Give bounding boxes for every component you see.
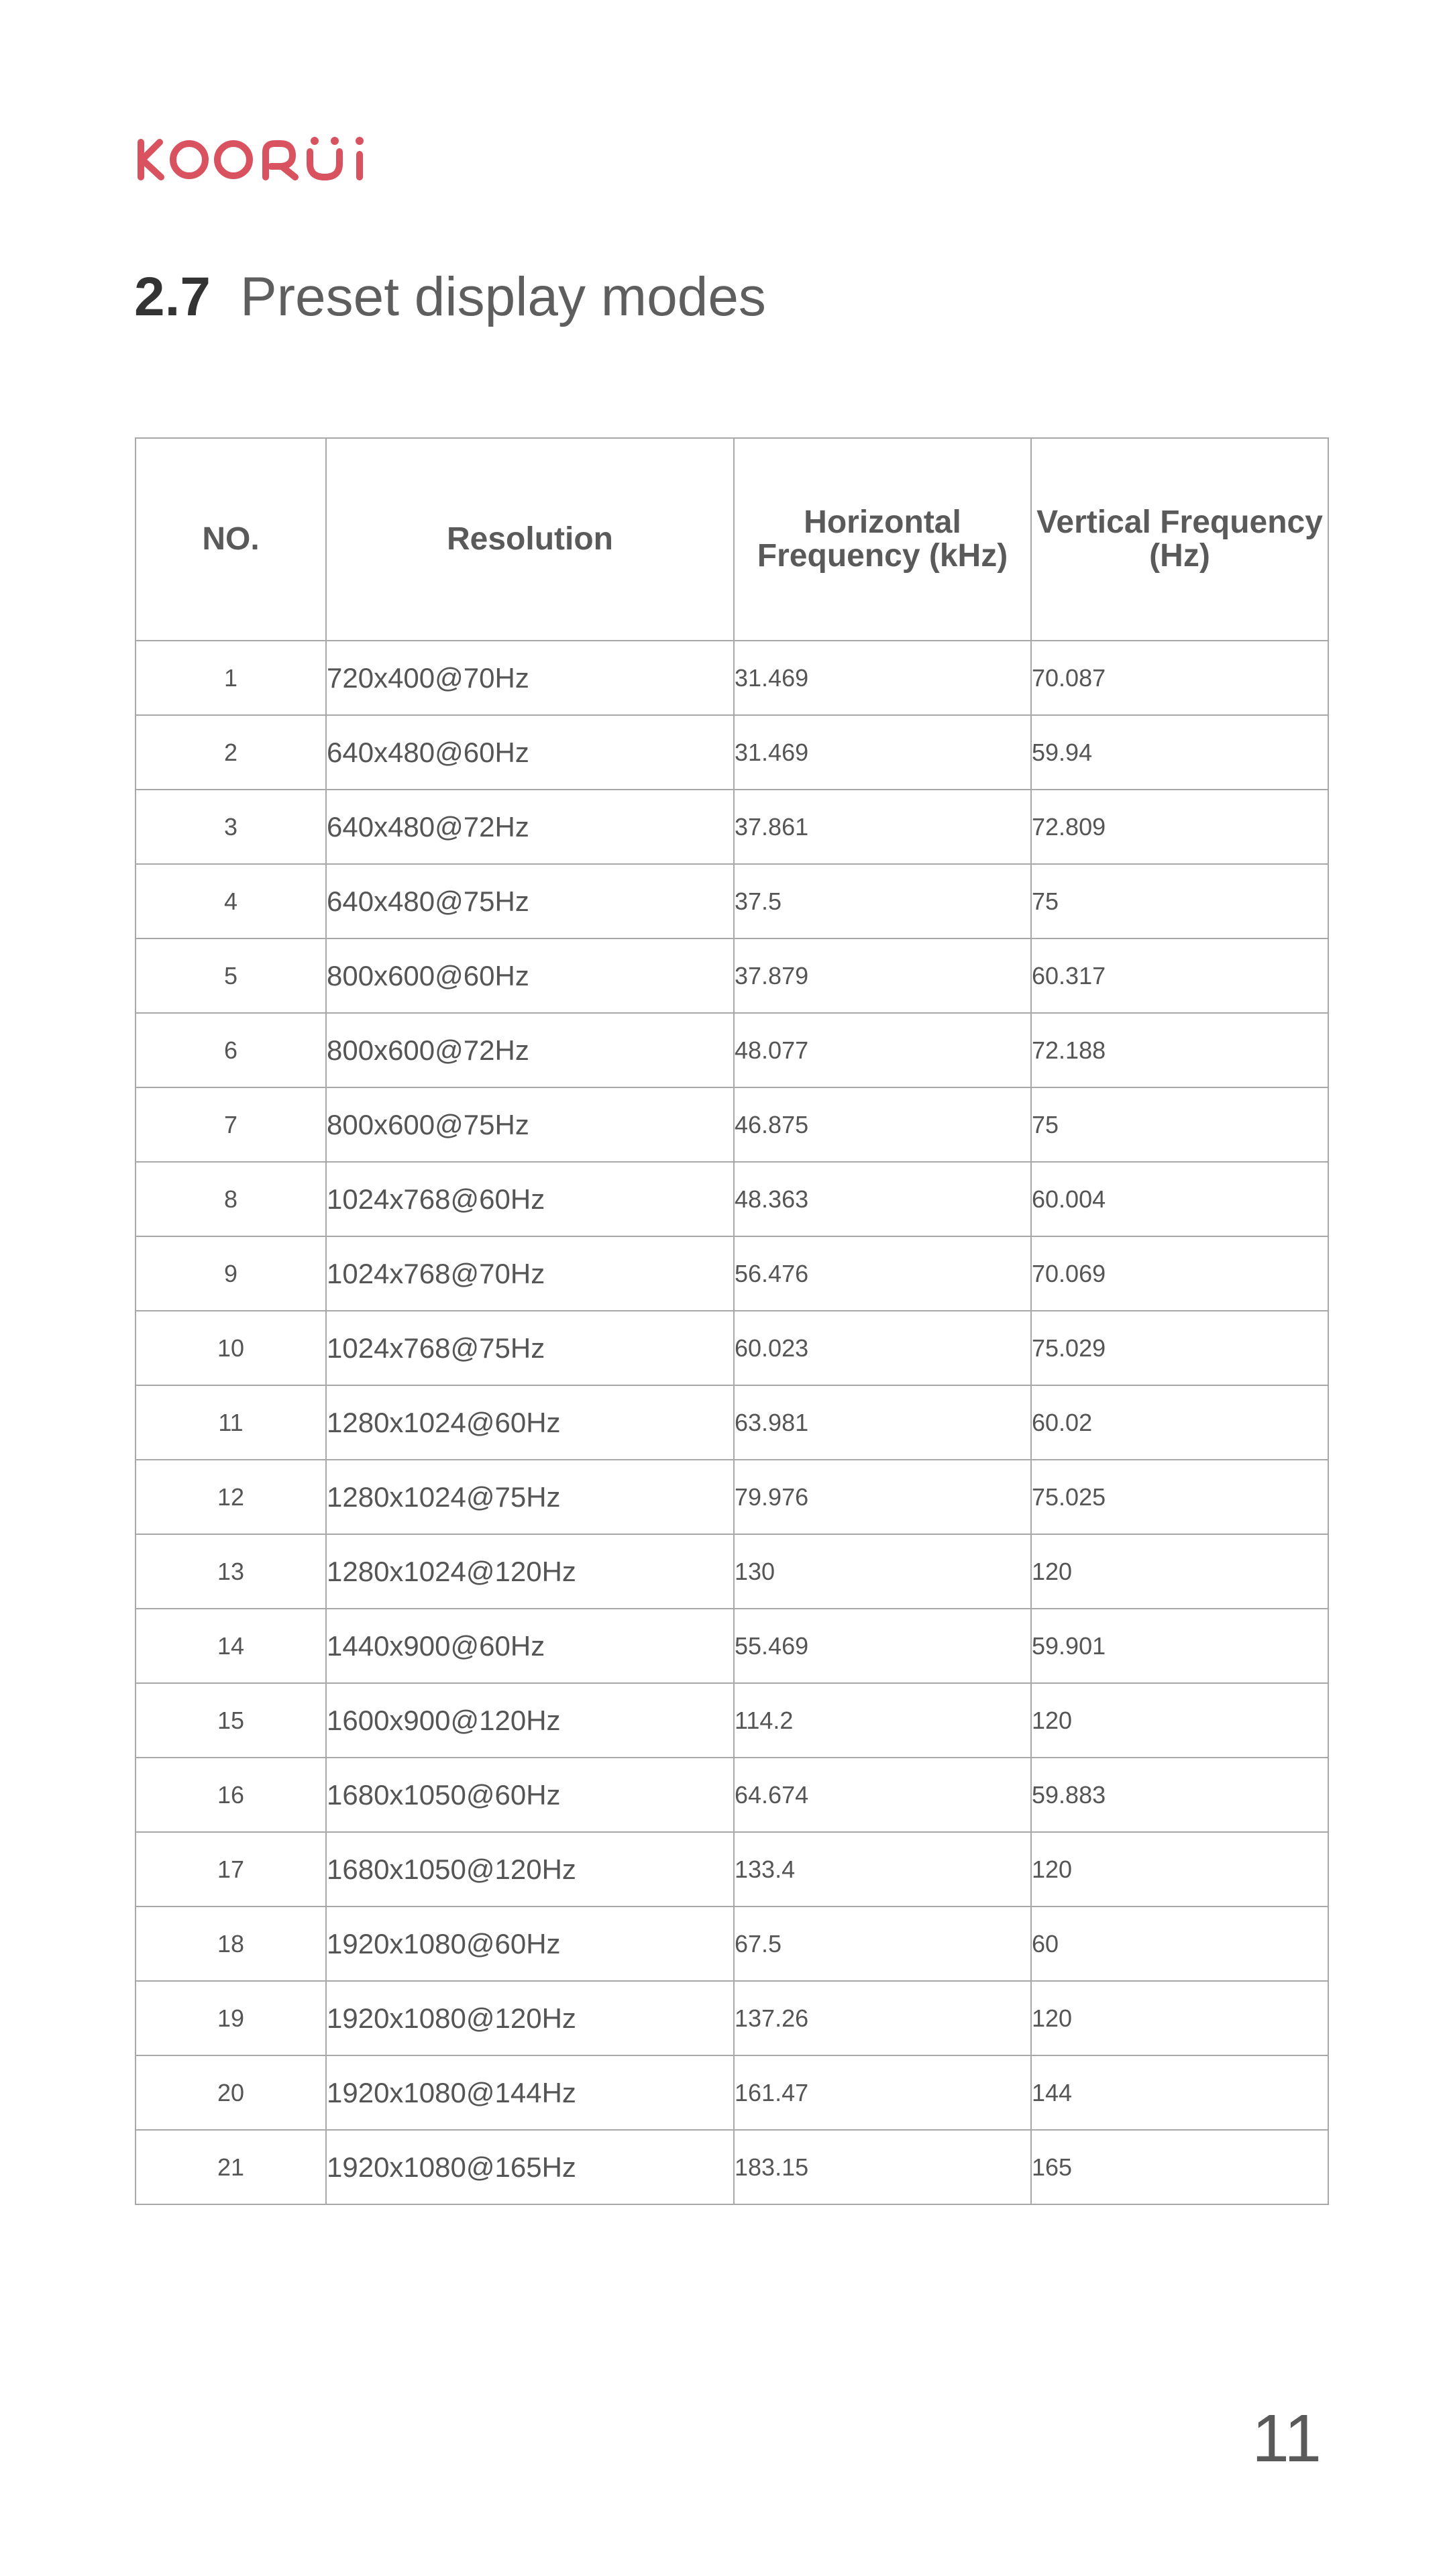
cell-resolution: 1280x1024@75Hz (326, 1460, 734, 1534)
table-row (136, 1609, 1328, 1683)
cell-resolution: 1280x1024@120Hz (326, 1534, 734, 1609)
cell-vertical-frequency: 60.317 (1031, 938, 1328, 1013)
cell-vertical-frequency: 120 (1031, 1534, 1328, 1609)
table-row (136, 641, 1328, 715)
table-row (136, 2130, 1328, 2204)
cell-horizontal-frequency: 133.4 (734, 1832, 1031, 1907)
cell-resolution: 800x600@72Hz (326, 1013, 734, 1087)
cell-vertical-frequency: 60.004 (1031, 1162, 1328, 1236)
cell-horizontal-frequency: 114.2 (734, 1683, 1031, 1758)
table-row (136, 1385, 1328, 1460)
cell-no: 12 (136, 1460, 326, 1534)
cell-horizontal-frequency: 183.15 (734, 2130, 1031, 2204)
cell-vertical-frequency: 59.94 (1031, 715, 1328, 790)
cell-vertical-frequency: 75 (1031, 1087, 1328, 1162)
cell-resolution: 640x480@60Hz (326, 715, 734, 790)
cell-horizontal-frequency: 31.469 (734, 641, 1031, 715)
cell-resolution: 1680x1050@60Hz (326, 1758, 734, 1832)
cell-vertical-frequency: 120 (1031, 1832, 1328, 1907)
cell-vertical-frequency: 72.188 (1031, 1013, 1328, 1087)
cell-no: 4 (136, 864, 326, 938)
header-no: NO. (136, 438, 326, 641)
cell-resolution: 1024x768@60Hz (326, 1162, 734, 1236)
cell-no: 15 (136, 1683, 326, 1758)
table-row (136, 1311, 1328, 1385)
cell-resolution: 1920x1080@144Hz (326, 2055, 734, 2130)
cell-horizontal-frequency: 63.981 (734, 1385, 1031, 1460)
cell-resolution: 1280x1024@60Hz (326, 1385, 734, 1460)
table-row (136, 790, 1328, 864)
table-row (136, 2055, 1328, 2130)
cell-no: 19 (136, 1981, 326, 2055)
cell-vertical-frequency: 60 (1031, 1907, 1328, 1981)
cell-horizontal-frequency: 56.476 (734, 1236, 1031, 1311)
cell-vertical-frequency: 70.069 (1031, 1236, 1328, 1311)
header-vertical-frequency: Vertical Frequency (Hz) (1031, 438, 1328, 641)
cell-no: 21 (136, 2130, 326, 2204)
cell-vertical-frequency: 75.025 (1031, 1460, 1328, 1534)
cell-horizontal-frequency: 37.5 (734, 864, 1031, 938)
cell-horizontal-frequency: 130 (734, 1534, 1031, 1609)
cell-horizontal-frequency: 67.5 (734, 1907, 1031, 1981)
table-row (136, 938, 1328, 1013)
cell-horizontal-frequency: 60.023 (734, 1311, 1031, 1385)
cell-vertical-frequency: 59.883 (1031, 1758, 1328, 1832)
cell-resolution: 1600x900@120Hz (326, 1683, 734, 1758)
cell-no: 6 (136, 1013, 326, 1087)
cell-resolution: 1024x768@75Hz (326, 1311, 734, 1385)
cell-no: 13 (136, 1534, 326, 1609)
table-row (136, 1087, 1328, 1162)
cell-resolution: 1680x1050@120Hz (326, 1832, 734, 1907)
cell-no: 1 (136, 641, 326, 715)
cell-vertical-frequency: 120 (1031, 1981, 1328, 2055)
table-row (136, 864, 1328, 938)
cell-horizontal-frequency: 31.469 (734, 715, 1031, 790)
cell-no: 8 (136, 1162, 326, 1236)
table-row (136, 1013, 1328, 1087)
cell-no: 14 (136, 1609, 326, 1683)
cell-resolution: 640x480@75Hz (326, 864, 734, 938)
table-row (136, 1460, 1328, 1534)
table-row (136, 1162, 1328, 1236)
cell-horizontal-frequency: 64.674 (734, 1758, 1031, 1832)
cell-resolution: 1920x1080@120Hz (326, 1981, 734, 2055)
cell-vertical-frequency: 59.901 (1031, 1609, 1328, 1683)
cell-resolution: 1024x768@70Hz (326, 1236, 734, 1311)
cell-no: 20 (136, 2055, 326, 2130)
cell-vertical-frequency: 165 (1031, 2130, 1328, 2204)
cell-no: 9 (136, 1236, 326, 1311)
table-row (136, 1981, 1328, 2055)
cell-no: 17 (136, 1832, 326, 1907)
koorui-logo (134, 134, 382, 182)
cell-no: 2 (136, 715, 326, 790)
preset-display-modes-table (135, 437, 1329, 2205)
cell-resolution: 640x480@72Hz (326, 790, 734, 864)
table-row (136, 1236, 1328, 1311)
cell-horizontal-frequency: 37.879 (734, 938, 1031, 1013)
cell-resolution: 720x400@70Hz (326, 641, 734, 715)
cell-horizontal-frequency: 48.077 (734, 1013, 1031, 1087)
cell-horizontal-frequency: 161.47 (734, 2055, 1031, 2130)
cell-resolution: 1920x1080@165Hz (326, 2130, 734, 2204)
cell-horizontal-frequency: 37.861 (734, 790, 1031, 864)
cell-horizontal-frequency: 137.26 (734, 1981, 1031, 2055)
cell-horizontal-frequency: 55.469 (734, 1609, 1031, 1683)
cell-resolution: 800x600@75Hz (326, 1087, 734, 1162)
table-row (136, 1907, 1328, 1981)
cell-no: 10 (136, 1311, 326, 1385)
cell-horizontal-frequency: 48.363 (734, 1162, 1031, 1236)
cell-no: 7 (136, 1087, 326, 1162)
cell-vertical-frequency: 72.809 (1031, 790, 1328, 864)
table-row (136, 1683, 1328, 1758)
cell-horizontal-frequency: 79.976 (734, 1460, 1031, 1534)
page-number: 11 (1252, 2401, 1322, 2476)
table-row (136, 715, 1328, 790)
table-header-row (136, 438, 1328, 641)
cell-horizontal-frequency: 46.875 (734, 1087, 1031, 1162)
cell-vertical-frequency: 60.02 (1031, 1385, 1328, 1460)
cell-no: 11 (136, 1385, 326, 1460)
section-number: 2.7 (134, 266, 211, 327)
table-row (136, 1534, 1328, 1609)
table-row (136, 1758, 1328, 1832)
cell-no: 5 (136, 938, 326, 1013)
cell-no: 3 (136, 790, 326, 864)
section-heading (134, 267, 766, 327)
cell-no: 18 (136, 1907, 326, 1981)
cell-vertical-frequency: 75.029 (1031, 1311, 1328, 1385)
header-resolution: Resolution (326, 438, 734, 641)
cell-vertical-frequency: 70.087 (1031, 641, 1328, 715)
cell-vertical-frequency: 144 (1031, 2055, 1328, 2130)
cell-vertical-frequency: 75 (1031, 864, 1328, 938)
cell-vertical-frequency: 120 (1031, 1683, 1328, 1758)
cell-no: 16 (136, 1758, 326, 1832)
header-horizontal-frequency: Horizontal Frequency (kHz) (734, 438, 1031, 641)
table-body (136, 641, 1328, 2204)
cell-resolution: 1920x1080@60Hz (326, 1907, 734, 1981)
cell-resolution: 1440x900@60Hz (326, 1609, 734, 1683)
table-row (136, 1832, 1328, 1907)
cell-resolution: 800x600@60Hz (326, 938, 734, 1013)
section-title: Preset display modes (240, 266, 766, 327)
